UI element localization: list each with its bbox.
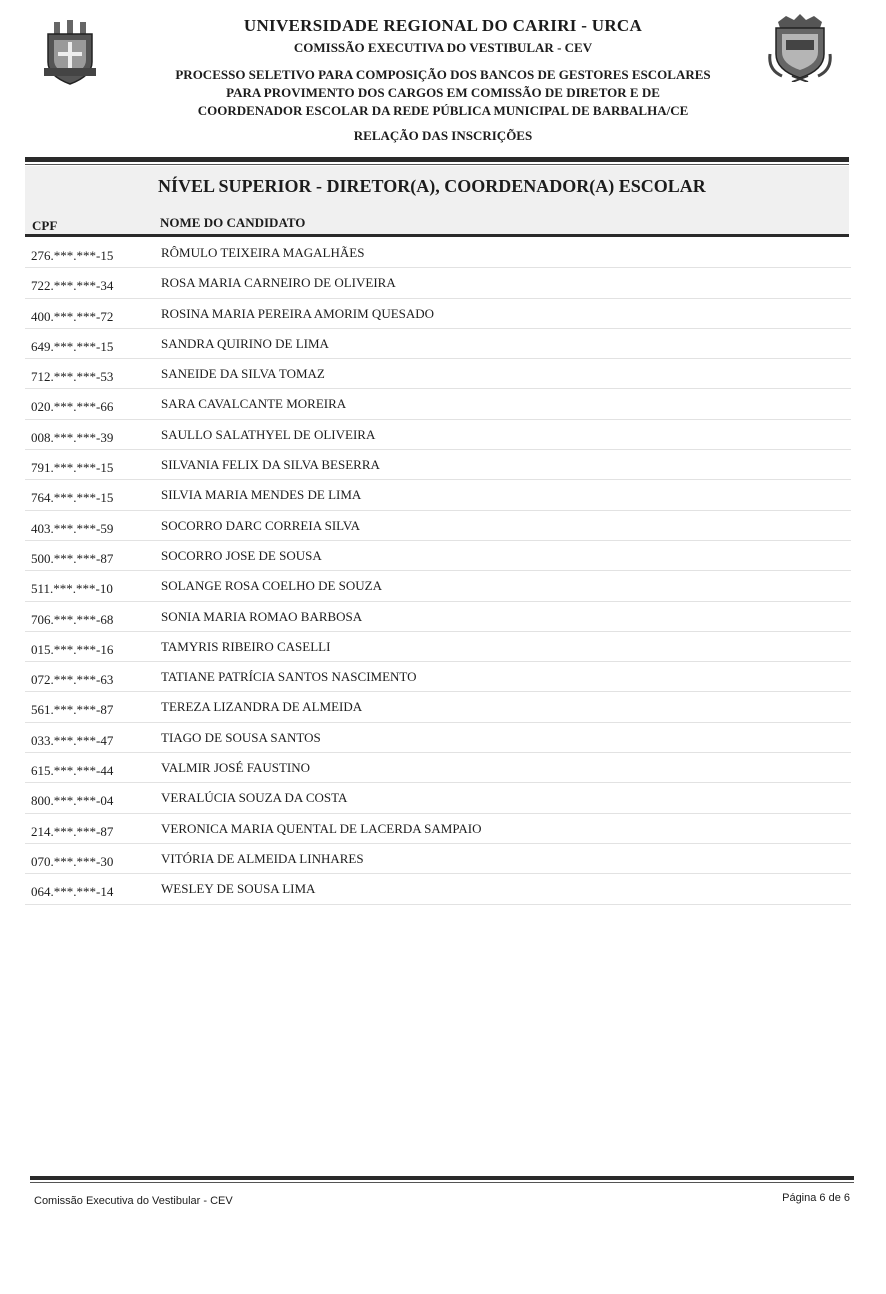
cpf-cell: 033.***.***-47 (31, 732, 114, 748)
cpf-cell: 276.***.***-15 (31, 248, 114, 263)
table-row (25, 692, 851, 722)
candidate-name-cell: VALMIR JOSÉ FAUSTINO (161, 760, 311, 776)
table-row (25, 359, 851, 389)
candidate-name-cell: SARA CAVALCANTE MOREIRA (161, 396, 347, 412)
process-title (0, 66, 886, 120)
candidate-name-cell: WESLEY DE SOUSA LIMA (161, 881, 316, 897)
table-row (25, 723, 851, 753)
cpf-cell: 400.***.***-72 (31, 308, 114, 324)
table-row (25, 814, 851, 844)
header-divider-thin (25, 164, 849, 165)
candidate-name-cell: SOLANGE ROSA COELHO DE SOUZA (161, 578, 383, 594)
candidate-name-cell: TEREZA LIZANDRA DE ALMEIDA (161, 699, 363, 715)
document-header (0, 0, 886, 160)
cpf-cell: 764.***.***-15 (31, 490, 114, 506)
table-row (25, 329, 851, 359)
cpf-cell: 070.***.***-30 (31, 853, 114, 869)
candidate-name-cell: ROSINA MARIA PEREIRA AMORIM QUESADO (161, 305, 435, 321)
table-row (25, 511, 851, 541)
table-row (25, 480, 851, 510)
table-row (25, 602, 851, 632)
cpf-cell: 500.***.***-87 (31, 550, 114, 566)
table-row (25, 783, 851, 813)
table-row (25, 238, 851, 268)
table-header-divider (25, 234, 849, 237)
candidate-name-cell: SONIA MARIA ROMAO BARBOSA (161, 608, 363, 624)
cpf-cell: 649.***.***-15 (31, 338, 114, 354)
candidate-name-cell: SOCORRO JOSE DE SOUSA (161, 547, 322, 563)
candidate-name-cell: SILVANIA FELIX DA SILVA BESERRA (161, 457, 380, 473)
cpf-cell: 800.***.***-04 (31, 793, 114, 809)
page-number: Página 6 de 6 (782, 1192, 850, 1204)
cpf-cell: 712.***.***-53 (31, 369, 114, 385)
cpf-cell: 511.***.***-10 (31, 581, 113, 597)
table-row (25, 844, 851, 874)
cpf-cell: 791.***.***-15 (31, 460, 114, 476)
cpf-cell: 561.***.***-87 (31, 702, 114, 718)
footer-divider (30, 1176, 854, 1180)
candidate-name-cell: SOCORRO DARC CORREIA SILVA (161, 517, 361, 533)
candidate-name-cell: SAULLO SALATHYEL DE OLIVEIRA (161, 426, 376, 442)
cpf-cell: 008.***.***-39 (31, 429, 114, 445)
cpf-cell: 615.***.***-44 (31, 763, 114, 779)
cpf-cell: 072.***.***-63 (31, 672, 114, 688)
candidate-list (25, 238, 851, 905)
cpf-cell: 064.***.***-14 (31, 884, 114, 900)
candidate-name-cell: TIAGO DE SOUSA SANTOS (161, 729, 321, 745)
candidate-name-cell: SANDRA QUIRINO DE LIMA (161, 335, 329, 351)
table-row (25, 541, 851, 571)
relation-title: RELAÇÃO DAS INSCRIÇÕES (353, 128, 533, 143)
cpf-cell: 214.***.***-87 (31, 823, 114, 839)
cpf-cell: 722.***.***-34 (31, 278, 114, 294)
cpf-cell: 403.***.***-59 (31, 520, 114, 536)
candidate-name-cell: RÔMULO TEIXEIRA MAGALHÃES (161, 245, 365, 260)
column-header-name: NOME DO CANDIDATO (160, 215, 306, 230)
table-row (25, 299, 851, 329)
process-title-line-1: PROCESSO SELETIVO PARA COMPOSIÇÃO DOS BANCOS DE GESTORES ESCOLARES (175, 67, 711, 82)
candidate-name-cell: TATIANE PATRÍCIA SANTOS NASCIMENTO (161, 669, 417, 685)
candidate-name-cell: TAMYRIS RIBEIRO CASELLI (161, 638, 331, 654)
table-row (25, 420, 851, 450)
column-header-cpf: CPF (32, 218, 58, 233)
table-row (25, 632, 851, 662)
table-row (25, 268, 851, 298)
table-row (25, 753, 851, 783)
footer-divider-thin (30, 1182, 854, 1183)
candidate-name-cell: VERONICA MARIA QUENTAL DE LACERDA SAMPAIO (161, 820, 482, 836)
table-row (25, 389, 851, 419)
table-row (25, 450, 851, 480)
table-row (25, 662, 851, 692)
cpf-cell: 706.***.***-68 (31, 611, 114, 627)
table-row (25, 874, 851, 904)
header-divider (25, 157, 849, 162)
commission-title: COMISSÃO EXECUTIVA DO VESTIBULAR - CEV (293, 40, 593, 55)
table-row (25, 571, 851, 601)
candidate-name-cell: SILVIA MARIA MENDES DE LIMA (161, 487, 362, 503)
cpf-cell: 020.***.***-66 (31, 399, 114, 415)
candidate-name-cell: VITÓRIA DE ALMEIDA LINHARES (161, 850, 364, 866)
level-title: NÍVEL SUPERIOR - DIRETOR(A), COORDENADOR(A) ESCOLAR (158, 176, 706, 196)
candidate-name-cell: VERALÚCIA SOUZA DA COSTA (161, 790, 348, 806)
cpf-cell: 015.***.***-16 (31, 641, 114, 657)
process-title-line-2: PARA PROVIMENTO DOS CARGOS EM COMISSÃO DE DIRETOR E DE (226, 85, 660, 100)
candidate-name-cell: ROSA MARIA CARNEIRO DE OLIVEIRA (161, 275, 396, 291)
university-title: UNIVERSIDADE REGIONAL DO CARIRI - URCA (243, 16, 643, 35)
process-title-line-3: COORDENADOR ESCOLAR DA REDE PÚBLICA MUNICIPAL DE BARBALHA/CE (197, 103, 689, 118)
candidate-name-cell: SANEIDE DA SILVA TOMAZ (161, 366, 325, 382)
footer-commission: Comissão Executiva do Vestibular - CEV (34, 1195, 233, 1207)
